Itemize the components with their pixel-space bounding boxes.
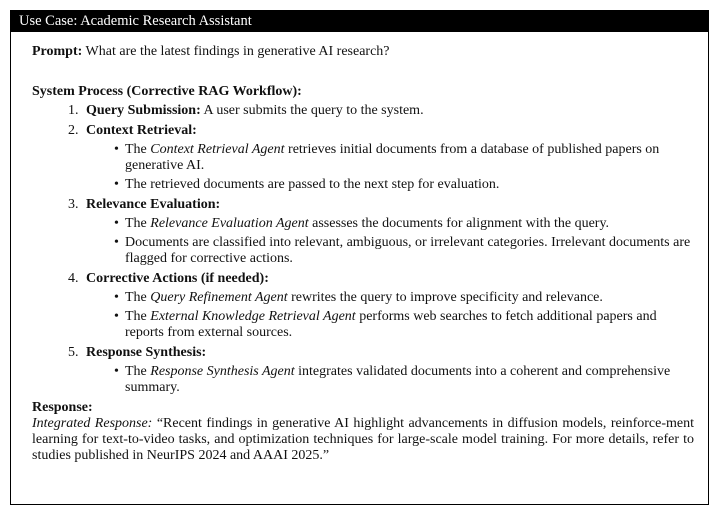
step-head	[32, 123, 694, 139]
step-item	[32, 197, 694, 267]
step-number: 5.	[68, 345, 79, 360]
step-item	[32, 345, 694, 396]
system-process-title: System Process (Corrective RAG Workflow):	[32, 84, 302, 99]
step-item	[32, 271, 694, 341]
agent-name: Response Synthesis Agent	[150, 364, 295, 379]
step-title: Corrective Actions (if needed):	[86, 271, 269, 286]
card-body	[11, 44, 708, 464]
step-number: 2.	[68, 123, 79, 138]
use-case-card	[10, 10, 709, 505]
bullet-item: • The External Knowledge Retrieval Agent performs web searches to fetch additional papers and reports from external sources.	[114, 309, 694, 341]
step-number: 4.	[68, 271, 79, 286]
prompt-label: Prompt:	[32, 44, 83, 59]
integrated-response-label: Integrated Response:	[32, 416, 153, 431]
bullet-item: • The Relevance Evaluation Agent assesses the documents for alignment with the query.	[114, 216, 694, 232]
bullet-item: • Documents are classified into relevant, ambiguous, or irrelevant categories. Irrelevant documents are flagged for corrective actions.	[114, 235, 694, 267]
agent-name: Query Refinement Agent	[150, 290, 288, 305]
step-title: Response Synthesis:	[86, 345, 207, 360]
step-number: 3.	[68, 197, 79, 212]
steps-list	[32, 103, 694, 396]
step-item	[32, 123, 694, 193]
step-title: Context Retrieval:	[86, 123, 197, 138]
step-title: Query Submission:	[86, 103, 201, 118]
step-head	[32, 103, 694, 119]
bullet-item: • The retrieved documents are passed to the next step for evaluation.	[114, 177, 694, 193]
agent-name: External Knowledge Retrieval Agent	[150, 309, 356, 324]
agent-name: Context Retrieval Agent	[150, 142, 285, 157]
card-header	[11, 11, 708, 32]
step-head	[32, 345, 694, 361]
response-text: “Recent findings in generative AI highlight advancements in diffusion models, reinforce-ment learning for text-to-video tasks, and optimization techniques for large-scale model training. For more details, refer to studies published in NeurIPS 2024 and AAAI 2025.”	[32, 416, 694, 463]
step-bullets	[32, 216, 694, 267]
step-bullets	[32, 364, 694, 396]
bullet-item: • The Query Refinement Agent rewrites the query to improve specificity and relevance.	[114, 290, 694, 306]
agent-name: Relevance Evaluation Agent	[150, 216, 309, 231]
prompt-line	[32, 44, 694, 60]
step-bullets	[32, 142, 694, 193]
step-item	[32, 103, 694, 119]
response-text-block	[32, 416, 694, 464]
step-bullets	[32, 290, 694, 341]
step-number: 1.	[68, 103, 79, 118]
prompt-text: What are the latest findings in generative AI research?	[85, 44, 390, 59]
response-label: Response:	[32, 400, 93, 415]
bullet-item: • The Context Retrieval Agent retrieves initial documents from a database of published papers on generative AI.	[114, 142, 694, 174]
step-title: Relevance Evaluation:	[86, 197, 221, 212]
bullet-item: • The Response Synthesis Agent integrates validated documents into a coherent and comprehensive summary.	[114, 364, 694, 396]
step-text: A user submits the query to the system.	[203, 103, 424, 118]
step-head	[32, 197, 694, 213]
step-head	[32, 271, 694, 287]
card-title: Use Case: Academic Research Assistant	[19, 13, 252, 29]
